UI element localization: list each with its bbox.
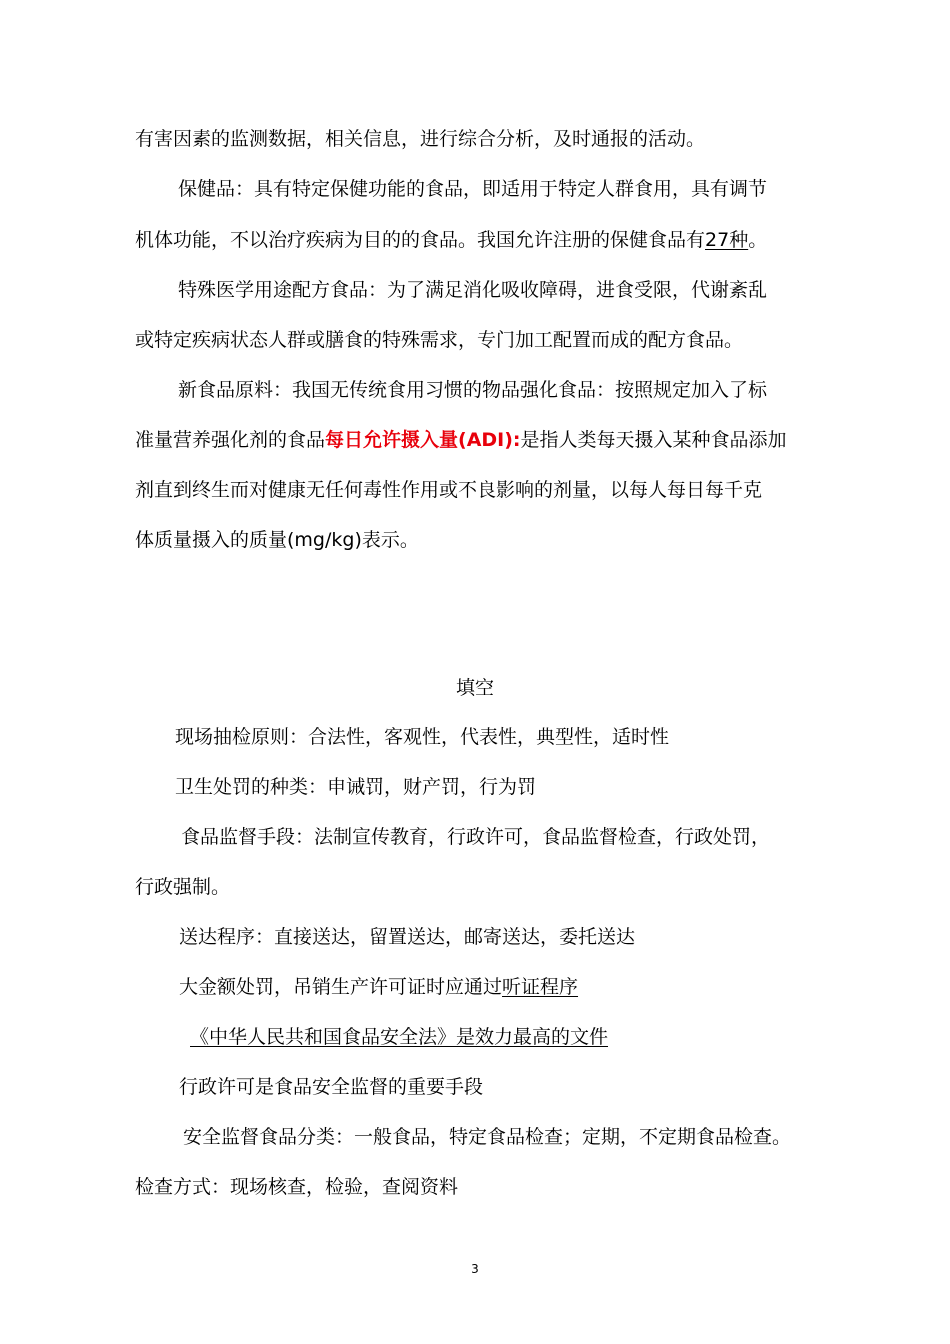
health-food-definition-cont	[135, 228, 767, 252]
list-item: 现场抽检原则：合法性，客观性，代表性，典型性，适时性	[175, 726, 670, 748]
underlined-count: 27种	[705, 229, 749, 251]
list-item: 行政许可是食品安全监督的重要手段	[179, 1076, 484, 1098]
special-medical-food-definition-cont: 或特定疾病状态人群或膳食的特殊需求，专门加工配置而成的配方食品。	[135, 329, 744, 351]
list-item: 食品监督手段：法制宣传教育，行政许可，食品监督检查，行政处罚，	[181, 826, 771, 848]
paragraph-text: 机体功能，不以治疗疾病为目的的食品。我国允许注册的保健食品有	[135, 229, 706, 251]
underlined-term: 听证程序	[502, 976, 579, 998]
page-number: 3	[471, 1262, 479, 1276]
new-food-definition-cont	[135, 428, 787, 452]
adi-definition-line: 体质量摄入的质量(mg/kg)表示。	[135, 529, 419, 551]
paragraph-text: 大金额处罚，吊销生产许可证时应通过	[179, 976, 503, 998]
punctuation: 。	[748, 229, 768, 251]
list-item: 《中华人民共和国食品安全法》是效力最高的文件	[190, 1026, 609, 1048]
list-item	[179, 975, 578, 999]
special-medical-food-definition: 特殊医学用途配方食品：为了满足消化吸收障碍，进食受限，代谢紊乱	[178, 279, 768, 301]
list-item: 安全监督食品分类：一般食品，特定食品检查；定期，不定期食品检查。	[183, 1126, 792, 1148]
health-food-definition: 保健品：具有特定保健功能的食品，即适用于特定人群食用，具有调节	[178, 178, 768, 200]
list-item: 送达程序：直接送达，留置送达，邮寄送达，委托送达	[179, 926, 636, 948]
list-item: 检查方式：现场核查，检验，查阅资料	[135, 1176, 459, 1198]
new-food-definition: 新食品原料：我国无传统食用习惯的物品强化食品：按照规定加入了标	[178, 379, 768, 401]
adi-definition-line: 剂直到终生而对健康无任何毒性作用或不良影响的剂量，以每人每日每千克	[135, 479, 763, 501]
adi-term: 每日允许摄入量(ADI):	[325, 429, 521, 451]
section-heading: 填空	[455, 677, 494, 699]
list-item: 行政强制。	[135, 876, 231, 898]
paragraph-line: 有害因素的监测数据，相关信息，进行综合分析，及时通报的活动。	[135, 128, 706, 150]
paragraph-text: 是指人类每天摄入某种食品添加	[520, 429, 787, 451]
paragraph-text: 准量营养强化剂的食品	[135, 429, 326, 451]
list-item: 卫生处罚的种类：申诫罚，财产罚，行为罚	[175, 776, 537, 798]
